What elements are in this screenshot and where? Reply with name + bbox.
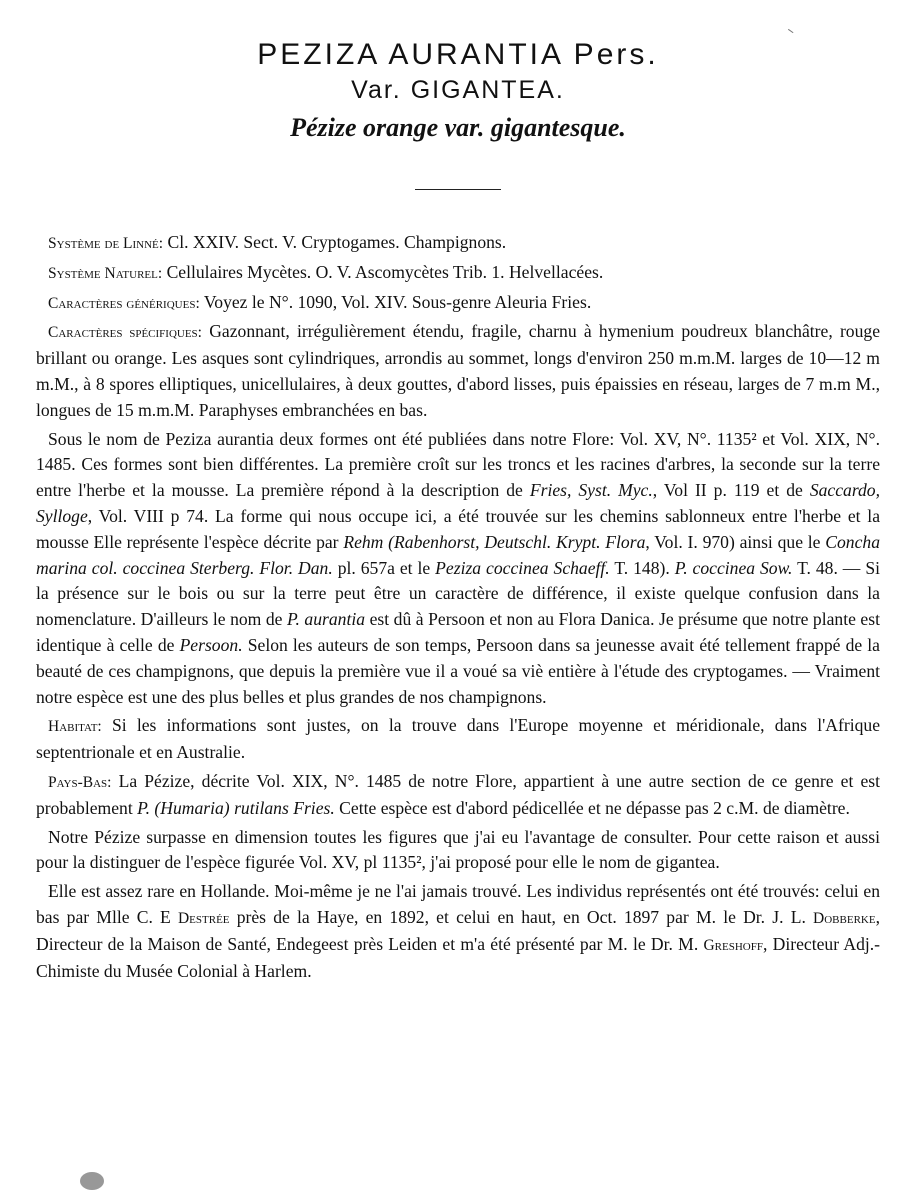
label: Caractères spécifiques: xyxy=(48,324,202,342)
person-name: Dobberke xyxy=(813,909,876,927)
citation: Peziza coccinea Schaeff. xyxy=(435,557,610,578)
label: Habitat: xyxy=(48,718,102,736)
label: Caractères génériques: xyxy=(48,294,200,312)
variety-title: Var. GIGANTEA. xyxy=(351,76,565,104)
text: , Directeur de la Maison de Santé, Endegeest près Leiden et m'a été présenté par M. le Dr. M. xyxy=(36,906,880,954)
text: Notre Pézize surpasse en dimension toutes les figures que j'ai eu l'avantage de consulter. Pour cette raison et aussi pour la distinguer de l'espèce figurée Vol. XV, pl 1135², j'ai proposé pour elle le nom de gigantea. xyxy=(36,826,880,873)
page-title: PEZIZA AURANTIA Pers. xyxy=(257,38,659,71)
text: , Vol II p. 119 et de xyxy=(652,480,810,501)
title-divider xyxy=(415,189,501,190)
person-name: Destrée xyxy=(177,909,230,927)
text: Selon les auteurs de son temps, Persoon dans sa jeunesse avait été tellement frappé de la beauté de ces champignons, que depuis la première vue il a voué sa viè entière à l'étude des cryptogames. — Vraiment notre espèce est une des plus belles et plus grandes de nos champignons. xyxy=(36,634,880,707)
text: , Directeur Adj.-Chimiste du Musée Colonial à Harlem. xyxy=(36,933,881,981)
paragraph-sous-le-nom xyxy=(36,427,880,711)
text: La Pézize, décrite Vol. XIX, N°. 1485 de notre Flore, appartient à une autre section de ce genre et est probablement xyxy=(36,770,880,818)
ink-smudge xyxy=(80,1172,104,1190)
citation: Saccardo, Sylloge xyxy=(36,480,881,526)
text: T. 48. — Si la présence sur le bois ou sur la terre peut être un caractère de différence, il existe quelque confusion dans la nomenclature. D'ailleurs le nom de xyxy=(36,557,881,630)
paragraph-elle-est xyxy=(36,879,880,984)
text: T. 148). xyxy=(609,557,675,578)
body-text xyxy=(36,230,880,984)
label: Pays-Bas: xyxy=(48,773,112,791)
citation: P. (Humaria) rutilans Fries. xyxy=(137,797,335,818)
citation: P. aurantia xyxy=(287,609,366,630)
text: près de la Haye, en 1892, et celui en haut, en Oct. 1897 par M. le Dr. J. L. xyxy=(229,906,814,927)
text: Voyez le N°. 1090, Vol. XIV. Sous-genre Aleuria Fries. xyxy=(199,291,592,312)
paragraph-notre-pezize xyxy=(36,825,880,877)
stray-mark xyxy=(785,29,794,38)
french-title: Pézize orange var. gigantesque. xyxy=(290,113,626,142)
text: Sous le nom de Peziza aurantia deux formes ont été publiées dans notre Flore: Vol. XV, N°. 1135² et Vol. XIX, N°. 1485. Ces formes sont bien différentes. La première croît sur les troncs et les racines d'arbres, la seconde sur la terre entre l'herbe et la mousse. La première répond à la description de xyxy=(36,428,880,501)
citation: Rehm (Rabenhorst, Deutschl. Krypt. Flora xyxy=(343,531,646,552)
text: Cette espèce est d'abord pédicellée et ne dépasse pas 2 c.M. de diamètre. xyxy=(334,797,850,818)
text: Gazonnant, irrégulièrement étendu, fragile, charnu à hymenium poudreux blanchâtre, rouge brillant ou orange. Les asques sont cylindriques, arrondis au sommet, longs d'environ 250 m.m.M. larges de 10—12 m m.M., à 8 spores elliptiques, unicellulaires, à deux gouttes, d'abord lisses, puis épaissies en réseau, larges de 7 m.m M., longues de 15 m.m.M. Paraphyses embranchées en bas. xyxy=(36,321,880,420)
text: Si les informations sont justes, on la trouve dans l'Europe moyenne et méridionale, dans l'Afrique septentrionale et en Australie. xyxy=(36,715,880,763)
paragraph-specifiques xyxy=(36,319,880,423)
text: , Vol. VIII p 74. La forme qui nous occupe ici, a été trouvée sur les chemins sablonneux entre l'herbe et la mousse Elle représente l'espèce décrite par xyxy=(36,505,880,552)
label: Système Naturel: xyxy=(48,264,163,282)
person-name: Greshoff xyxy=(703,936,763,954)
text: Elle est assez rare en Hollande. Moi-même je ne l'ai jamais trouvé. Les individus représentés ont été trouvés: celui en bas par Mlle C. E xyxy=(36,881,880,927)
label: Système de Linné: xyxy=(48,235,164,252)
paragraph-pays-bas xyxy=(36,769,880,822)
citation: P. coccinea Sow. xyxy=(674,557,793,578)
text: , Vol. I. 970) ainsi que le xyxy=(645,531,826,552)
paragraph-habitat xyxy=(36,713,880,766)
text: est dû à Persoon et non au Flora Danica. Je présume que notre plante est identique à celle de xyxy=(36,609,880,655)
citation: Fries, Syst. Myc. xyxy=(529,480,653,501)
text: Cl. XXIV. Sect. V. Cryptogames. Champignons. xyxy=(163,232,507,252)
paragraph-naturel xyxy=(36,260,880,287)
text: Cellulaires Mycètes. O. V. Ascomycètes Trib. 1. Helvellacées. xyxy=(162,261,604,282)
paragraph-generiques xyxy=(36,290,880,317)
paragraph-linne xyxy=(36,230,880,257)
text: pl. 657a et le xyxy=(332,557,436,578)
citation: Persoon. xyxy=(179,634,243,655)
citation: Concha marina col. coccinea Sterberg. Flor. Dan. xyxy=(36,531,880,578)
